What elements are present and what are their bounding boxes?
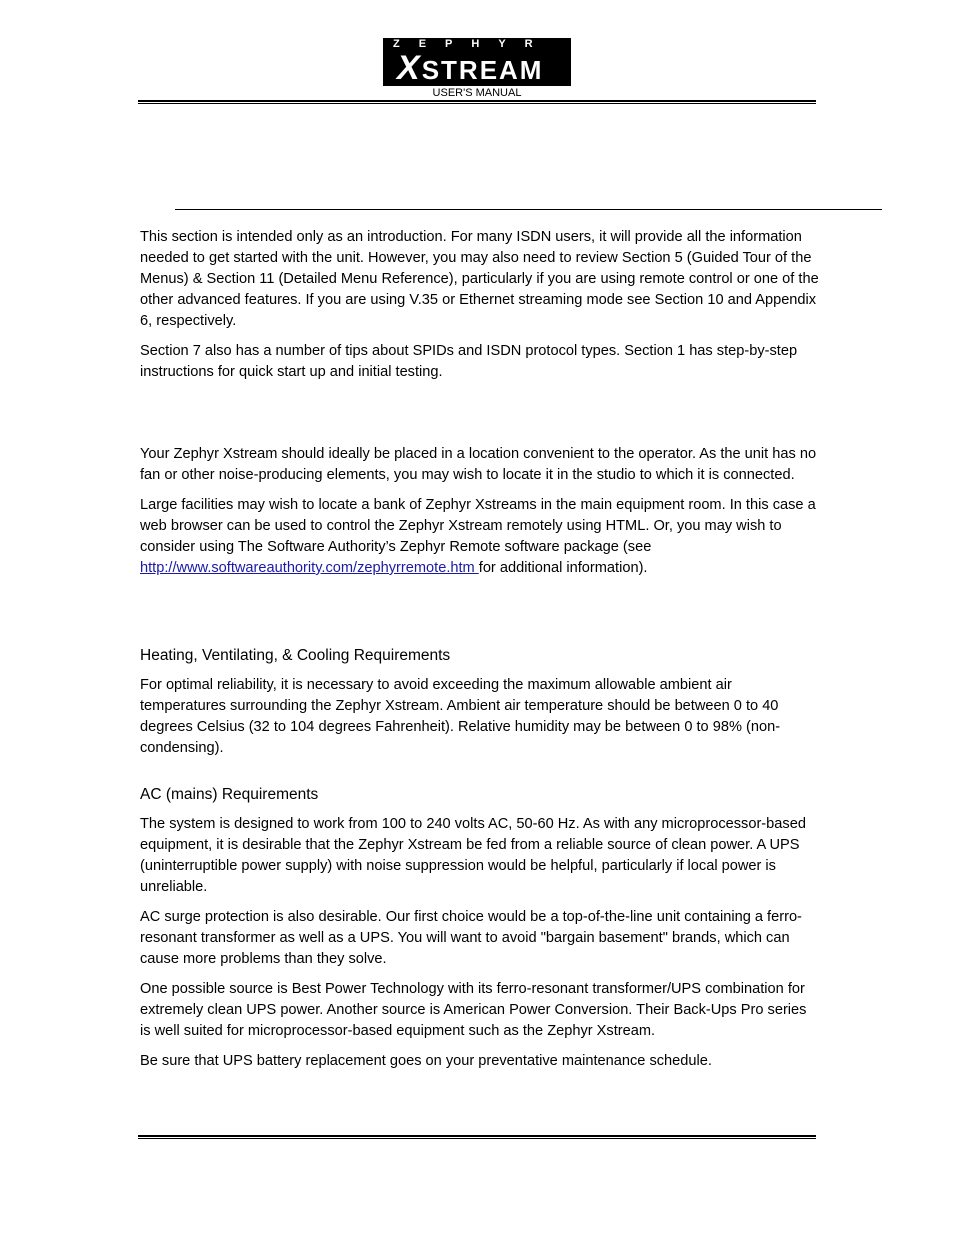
spacer bbox=[140, 768, 820, 785]
logo-zephyr-text: ZEPHYR bbox=[393, 38, 552, 50]
ac-paragraph-4: Be sure that UPS battery replacement goes on your preventative maintenance schedule. bbox=[140, 1053, 712, 1069]
location-paragraph-1: Your Zephyr Xstream should ideally be placed in a location convenient to the operator. As the unit has no fan or other noise-producing elements, you may wish to locate it in the studio to which it is connected. bbox=[140, 446, 817, 483]
hvac-paragraph: For optimal reliability, it is necessary to avoid exceeding the maximum allowable ambient air temperatures surrounding the Zephyr Xstream. Ambient air temperature should be between 0 to 40 degrees Celsius (32 to 104 degrees Fahrenheit). Relative humidity may be between 0 to 98% (non-condensing). bbox=[140, 677, 781, 756]
header-rule bbox=[138, 100, 816, 104]
location-paragraph-2-text: Large facilities may wish to locate a bank of Zephyr Xstreams in the main equipment room. In this case a web browser can be used to control the Zephyr Xstream remotely using HTML. Or, you may wish to consider using The Software Authority’s Zephyr Remote software package (see bbox=[140, 497, 816, 555]
zephyr-xstream-logo bbox=[383, 38, 571, 86]
location-paragraph-2 bbox=[140, 495, 820, 579]
ac-paragraph-3: One possible source is Best Power Technology with its ferro-resonant transformer/UPS combination for extremely clean UPS power. Another source is American Power Conversion. Their Back-Ups Pro series is well suited for microprocessor-based equipment such as the Zephyr Xstream. bbox=[140, 981, 807, 1039]
location-paragraph-2-end: for additional information). bbox=[478, 560, 648, 576]
spacer bbox=[140, 392, 820, 444]
logo-xstream-text bbox=[397, 49, 544, 87]
logo-stream-letters: STREAM bbox=[421, 55, 544, 85]
ac-paragraph-1: The system is designed to work from 100 to 240 volts AC, 50-60 Hz. As with any microprocessor-based equipment, it is desirable that the Zephyr Xstream be fed from a reliable source of clean power. A UPS (uninterruptible power supply) with noise suppression would be helpful, particularly if local power is unreliable. bbox=[140, 816, 806, 895]
ac-paragraph-2: AC surge protection is also desirable. Our first choice would be a top-of-the-line unit containing a ferro-resonant transformer as well as a UPS. You will want to avoid "bargain basement" brands, which can cause more problems than they solve. bbox=[140, 909, 802, 967]
logo-x-letter: X bbox=[397, 49, 422, 87]
intro-paragraph-2: Section 7 also has a number of tips about SPIDs and ISDN protocol types. Section 1 has step-by-step instructions for quick start up and initial testing. bbox=[140, 343, 798, 380]
hvac-heading: Heating, Ventilating, & Cooling Requirements bbox=[140, 647, 451, 664]
users-manual-label: USER'S MANUAL bbox=[432, 87, 522, 99]
section-title-rule bbox=[175, 209, 882, 210]
intro-paragraph-1: This section is intended only as an introduction. For many ISDN users, it will provide all the information needed to get started with the unit. However, you may also need to review Section 5 (Guided Tour of the Menus) & Section 11 (Detailed Menu Reference), particularly if you are using remote control or one of the other advanced features. If you are using V.35 or Ethernet streaming mode see Section 10 and Appendix 6, respectively. bbox=[140, 229, 819, 329]
footer-rule bbox=[138, 1135, 816, 1139]
ac-heading: AC (mains) Requirements bbox=[140, 786, 319, 803]
page-body bbox=[140, 227, 820, 1081]
spacer bbox=[140, 588, 820, 646]
software-authority-link[interactable]: http://www.softwareauthority.com/zephyrremote.htm bbox=[140, 560, 479, 576]
